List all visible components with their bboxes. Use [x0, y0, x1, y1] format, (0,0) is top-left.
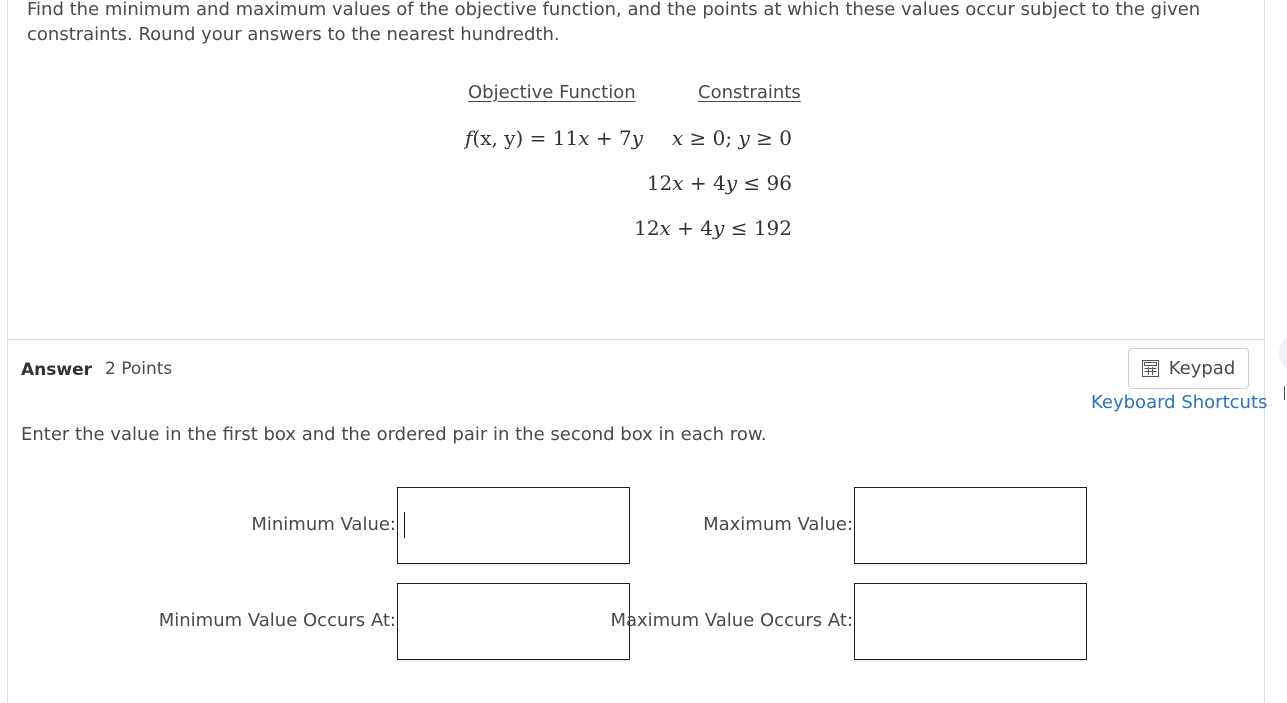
- left-border: [7, 0, 8, 703]
- constraint-three: 12x + 4y ≤ 192: [634, 216, 792, 240]
- minimum-value-input[interactable]: [397, 487, 630, 564]
- right-border: [1264, 0, 1265, 703]
- keypad-button[interactable]: [1128, 348, 1249, 389]
- constraints-heading: Constraints: [698, 82, 801, 103]
- maximum-occurs-at-input[interactable]: [854, 583, 1087, 660]
- objective-function-heading: Objective Function: [468, 82, 636, 103]
- question-text: Find the minimum and maximum values of the objective function, and the points at which these values occur subject to the given constraints. Round your answers to the nearest hundredth.: [27, 0, 1201, 45]
- text-caret: [404, 512, 405, 538]
- keypad-button-label: Keypad: [1168, 358, 1236, 379]
- keyboard-shortcuts-link[interactable]: Keyboard Shortcuts: [1091, 392, 1268, 413]
- constraint-two: 12x + 4y ≤ 96: [646, 171, 792, 195]
- answer-heading: Answer: [21, 360, 92, 380]
- objective-function: f(x, y) = 11x + 7y: [465, 126, 644, 150]
- minimum-occurs-at-input[interactable]: [397, 583, 630, 660]
- maximum-occurs-at-label: Maximum Value Occurs At:: [610, 610, 853, 631]
- side-panel-marker: [1284, 386, 1285, 400]
- maximum-value-label: Maximum Value:: [703, 514, 853, 535]
- section-divider: [8, 339, 1264, 340]
- constraint-nonnegativity: x ≥ 0; y ≥ 0: [671, 126, 792, 150]
- calculator-icon: [1142, 360, 1159, 377]
- minimum-value-label: Minimum Value:: [251, 514, 396, 535]
- answer-instructions: Enter the value in the first box and the ordered pair in the second box in each row.: [21, 424, 767, 445]
- minimum-occurs-at-label: Minimum Value Occurs At:: [158, 610, 396, 631]
- side-panel-toggle[interactable]: [1279, 333, 1287, 373]
- maximum-value-input[interactable]: [854, 487, 1087, 564]
- points-value: 2 Points: [105, 359, 173, 379]
